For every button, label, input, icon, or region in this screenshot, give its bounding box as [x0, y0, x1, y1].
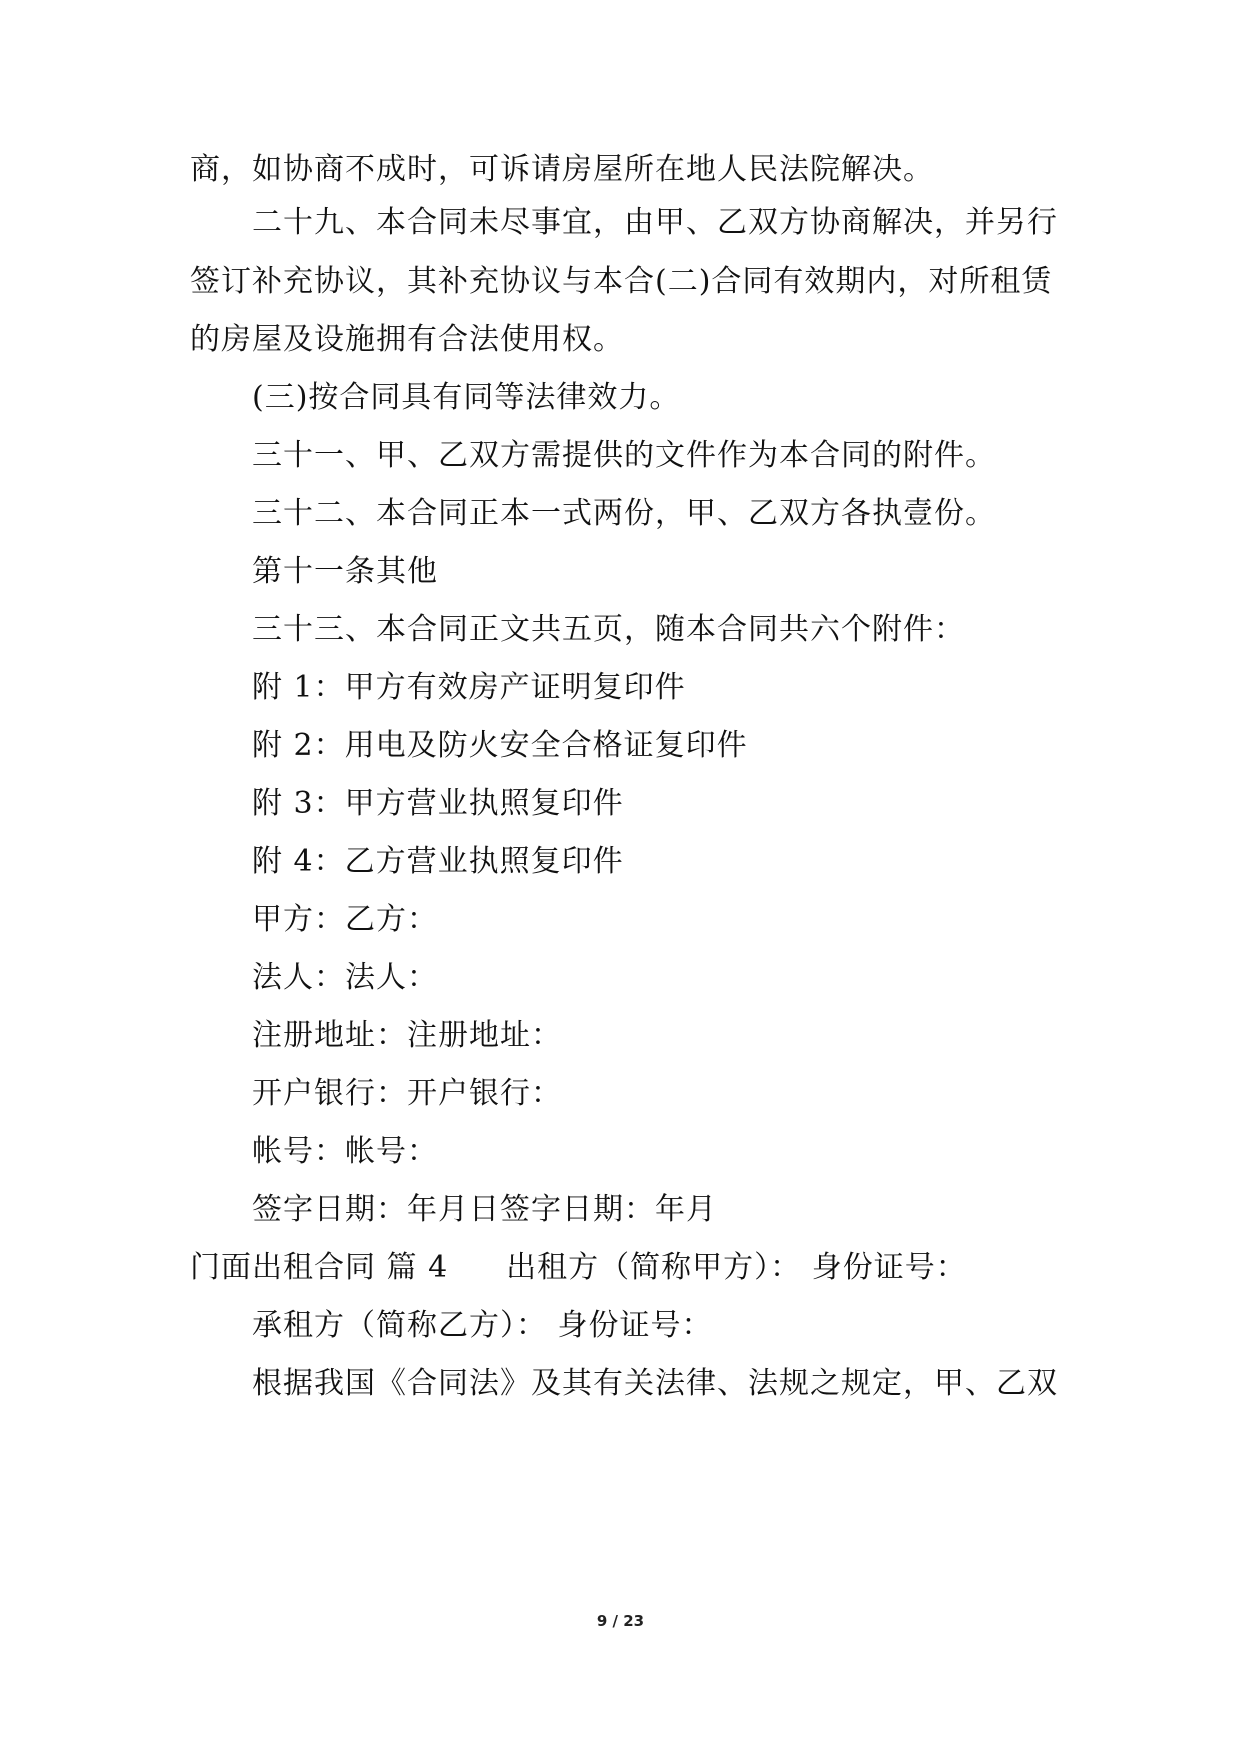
- paragraph-line: 的房屋及设施拥有合法使用权。: [190, 322, 624, 357]
- attachment-item: 附 1：甲方有效房产证明复印件: [252, 670, 686, 705]
- paragraph-line: 三十二、本合同正本一式两份，甲、乙双方各执壹份。: [252, 496, 996, 531]
- paragraph-line: 三十三、本合同正文共五页，随本合同共六个附件：: [252, 612, 965, 647]
- signature-field: 帐号：帐号：: [252, 1134, 438, 1169]
- paragraph-line: (三)按合同具有同等法律效力。: [252, 380, 681, 415]
- attachment-item: 附 2：用电及防火安全合格证复印件: [252, 728, 748, 763]
- paragraph-line: 二十九、本合同未尽事宜，由甲、乙双方协商解决，并另行: [252, 205, 1058, 240]
- page-number: 9 / 23: [596, 1612, 645, 1630]
- lessee-label: 承租方（简称乙方）： 身份证号：: [252, 1308, 713, 1343]
- signature-field: 签字日期：年月日签字日期：年月: [252, 1192, 717, 1227]
- paragraph-line: 根据我国《合同法》及其有关法律、法规之规定，甲、乙双: [252, 1366, 1058, 1401]
- paragraph-line: 商，如协商不成时，可诉请房屋所在地人民法院解决。: [190, 152, 934, 187]
- signature-field: 开户银行：开户银行：: [252, 1076, 562, 1111]
- signature-field: 法人：法人：: [252, 960, 438, 995]
- attachment-item: 附 4：乙方营业执照复印件: [252, 844, 624, 879]
- paragraph-line: 签订补充协议，其补充协议与本合(二)合同有效期内，对所租赁: [190, 264, 1053, 299]
- signature-field: 注册地址：注册地址：: [252, 1018, 562, 1053]
- contract-title: 门面出租合同 篇 4: [190, 1250, 449, 1285]
- section-heading: 第十一条其他: [252, 554, 438, 589]
- contract-heading-line: [190, 1248, 1070, 1288]
- attachment-item: 附 3：甲方营业执照复印件: [252, 786, 624, 821]
- lessor-label: 出租方（简称甲方）： 身份证号：: [506, 1250, 967, 1285]
- signature-field: 甲方：乙方：: [252, 902, 438, 937]
- paragraph-line: 三十一、甲、乙双方需提供的文件作为本合同的附件。: [252, 438, 996, 473]
